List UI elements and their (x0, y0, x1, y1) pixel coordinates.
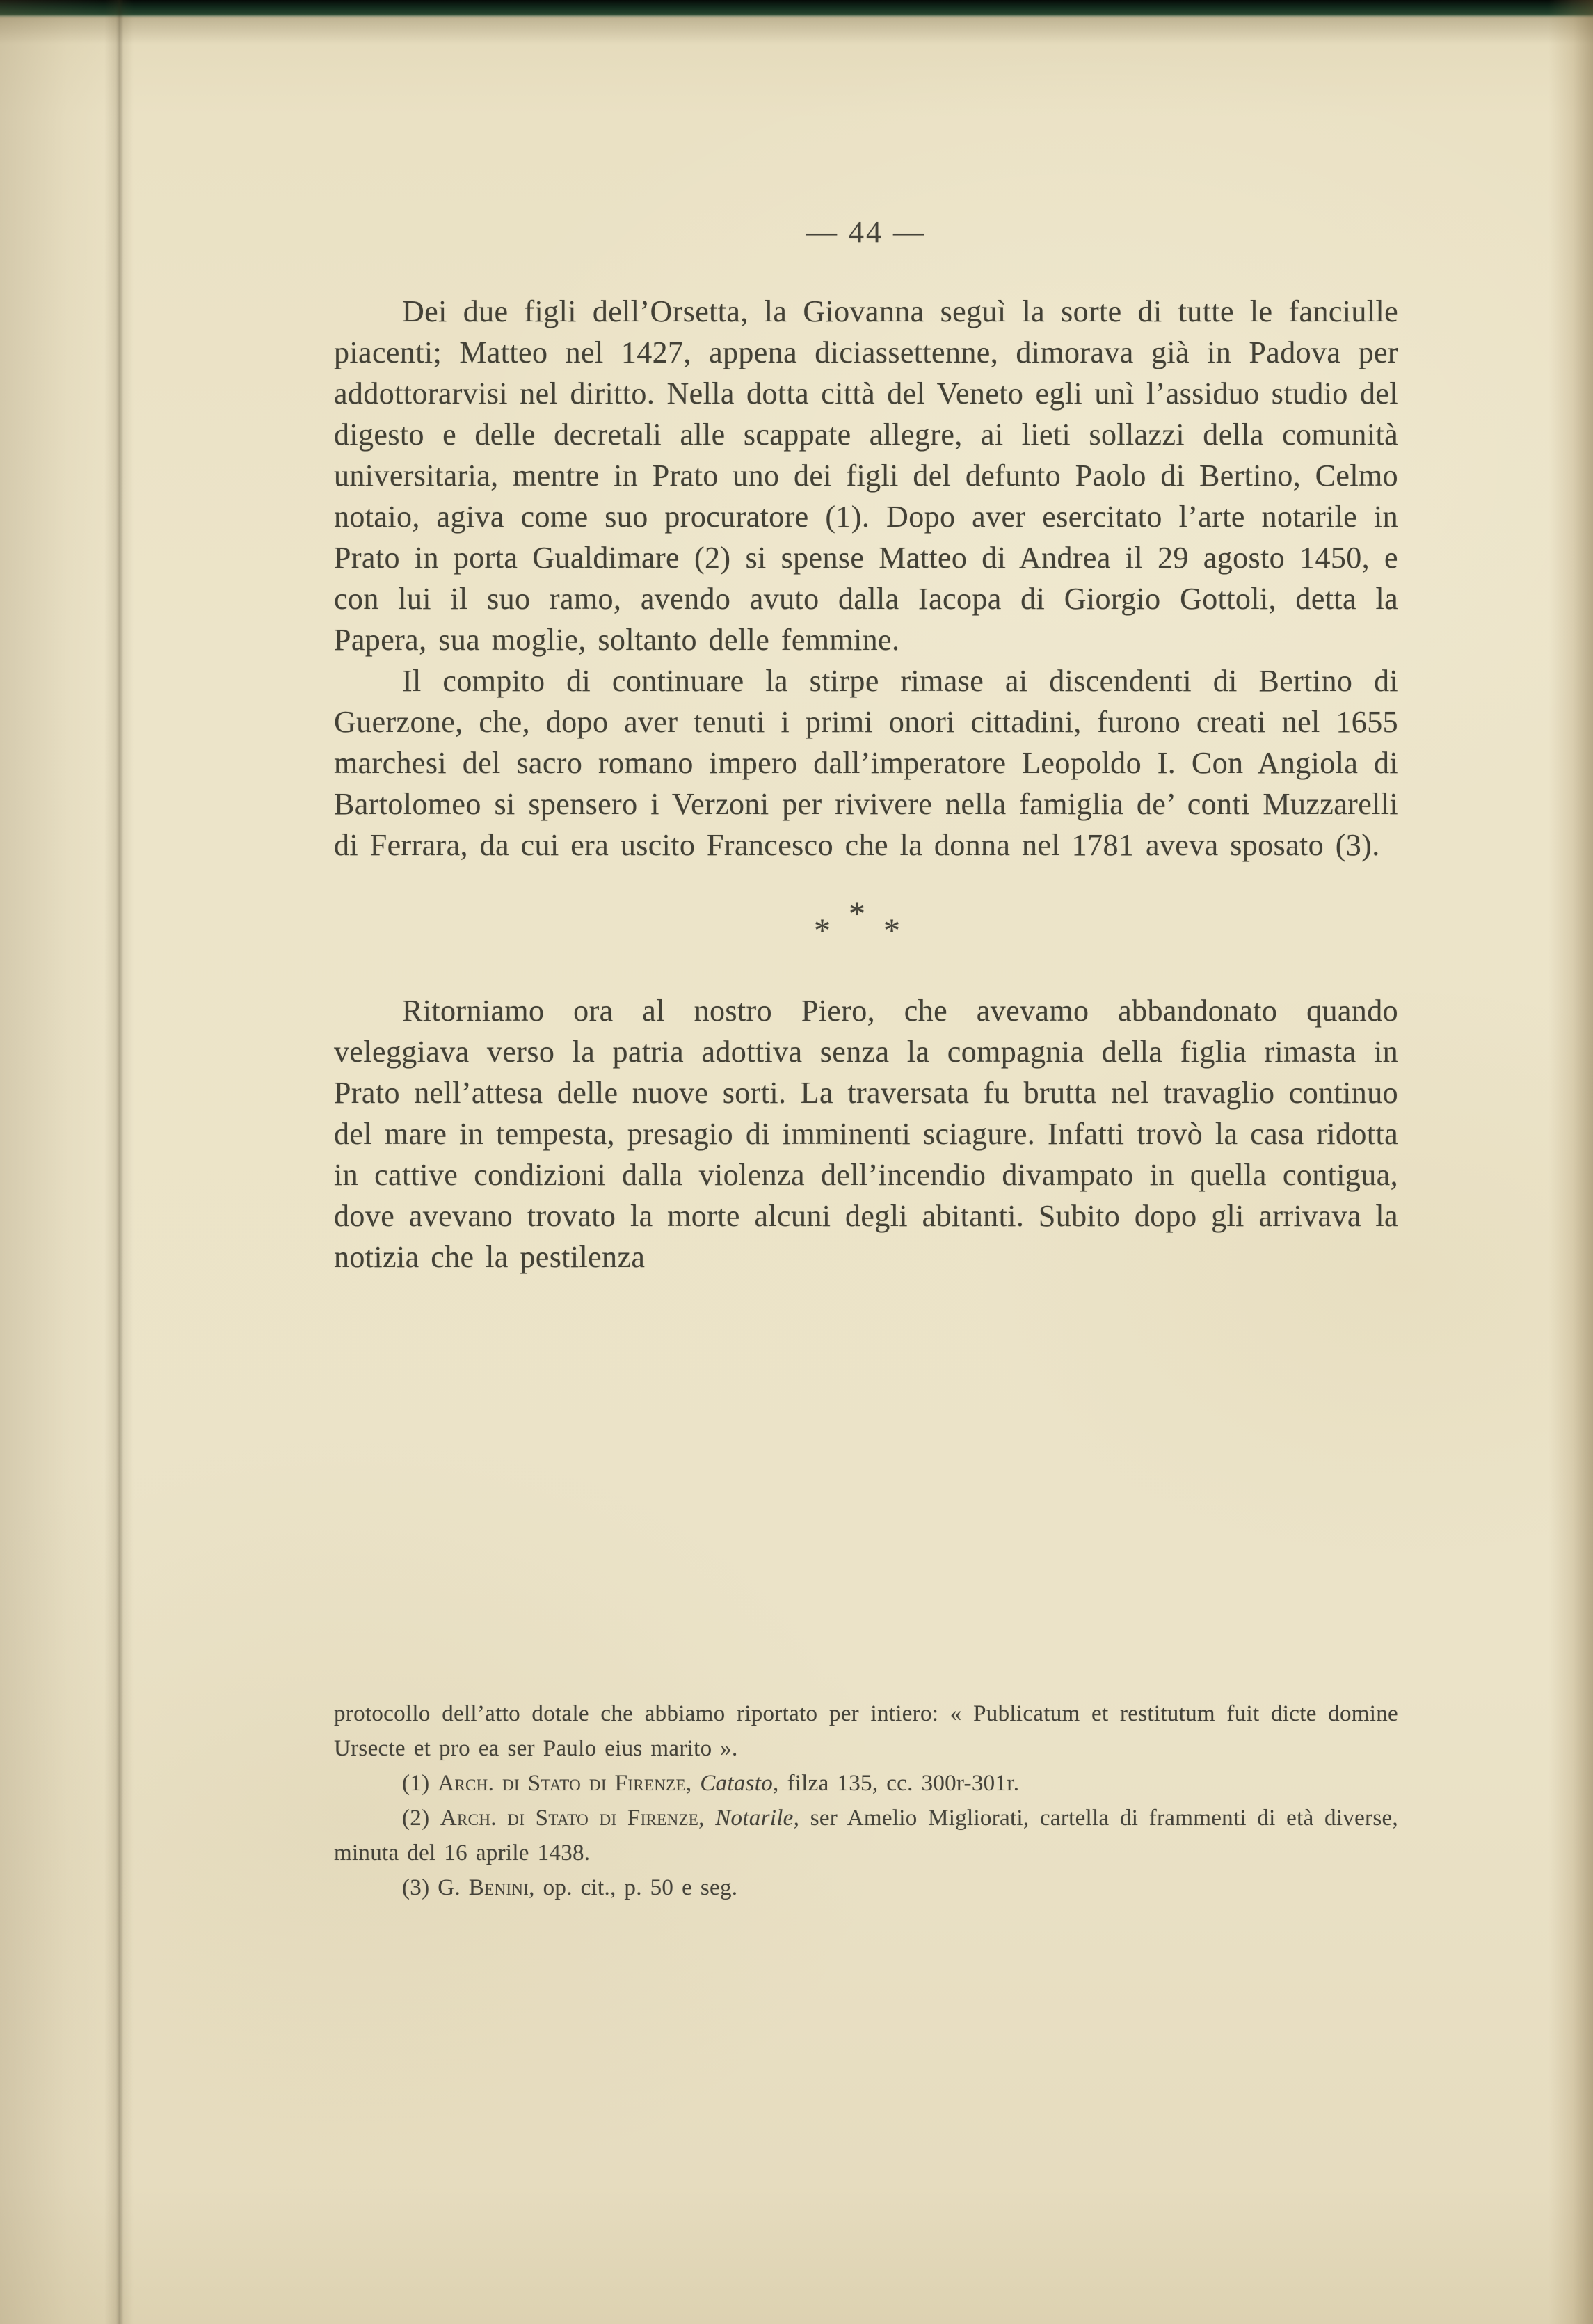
page-gutter-shade (0, 0, 122, 2324)
page-gutter-crease (104, 0, 134, 2324)
paragraph-1: Dei due figli dell’Orsetta, la Giovanna seguì la sorte di tutte le fanciulle piacenti; Matteo nel 1427, appena diciassettenne, dimorava già in Padova per addottorarvisi nel diritto. Nella dotta città del Veneto egli unì l’assiduo studio del digesto e delle decretali alle scappate allegre, ai lieti sollazzi della comunità universitaria, mentre in Prato uno dei figli del defunto Paolo di Bertino, Celmo notaio, agiva come suo procuratore (1). Dopo aver esercitato l’arte notarile in Prato in porta Gualdimare (2) si spense Matteo di Andrea il 29 agosto 1450, e con lui il suo ramo, avendo avuto dalla Iacopa di Giorgio Gottoli, detta la Papera, sua moglie, soltanto delle femmine. (334, 294, 1398, 657)
footnote-reference: filza 135, cc. 300r-301r. (787, 1771, 1020, 1796)
page-edge-right (1548, 0, 1593, 2324)
footnote-archive: Arch. di Stato di Firenze, (438, 1771, 692, 1796)
asterisk-icon: * (814, 912, 849, 949)
footnote-2 (334, 1801, 1398, 1870)
paragraph-3: Ritorniamo ora al nostro Piero, che avevamo abbandonato quando veleggiava verso la patria adottiva senza la compagnia della figlia rimasta in Prato nell’attesa delle nuove sorti. La traversata fu brutta nel travaglio continuo del mare in tempesta, presagio di imminenti sciagure. Infatti trovò la casa ridotta in cattive condizioni dalla violenza dell’incendio divampato in quella contigua, dove avevano trovato la morte alcuni degli abitanti. Subito dopo gli arrivava la notizia che la pestilenza (334, 994, 1398, 1274)
paragraph-2: Il compito di continuare la stirpe rimase ai discendenti di Bertino di Guerzone, che, dopo aver tenuti i primi onori cittadini, furono creati nel 1655 marchesi del sacro romano impero dall’imperatore Leopoldo I. Con Angiola di Bartolomeo si spensero i Verzoni per rivivere nella famiglia de’ conti Muzzarelli di Ferrara, da cui era uscito Francesco che la donna nel 1781 aveva sposato (3). (334, 664, 1398, 862)
binding-edge-top-shadow (0, 17, 1593, 45)
footnote-source-title: Notarile, (715, 1806, 800, 1831)
footnote-reference: op. cit., p. 50 e seg. (543, 1875, 738, 1900)
binding-edge-top (0, 0, 1593, 18)
page-number: — 44 — (806, 215, 926, 249)
footnote-continuation: protocollo dell’atto dotale che abbiamo riportato per intiero: « Publicatum et restitutum fuit dicte domine Ursecte et pro ea ser Paulo eius marito ». (334, 1701, 1398, 1761)
footnote-source-title: Catasto, (700, 1771, 779, 1796)
footnotes-block (334, 1696, 1398, 1905)
footnote-marker: (2) (402, 1806, 430, 1831)
footnote-reference: ser Amelio Migliorati, cartella di frammenti di età diverse, minuta del 16 aprile 1438. (334, 1806, 1398, 1865)
section-separator-asterism (334, 896, 1398, 949)
footnote-author: G. Benini, (438, 1875, 535, 1900)
footnote-3 (334, 1870, 1398, 1905)
footnote-marker: (1) (402, 1771, 430, 1796)
text-block (334, 291, 1398, 1278)
footnote-1 (334, 1766, 1398, 1801)
asterisk-icon: * (849, 896, 883, 932)
asterisk-icon: * (883, 912, 918, 949)
footnote-marker: (3) (402, 1875, 430, 1900)
footnote-archive: Arch. di Stato di Firenze, (440, 1806, 705, 1831)
